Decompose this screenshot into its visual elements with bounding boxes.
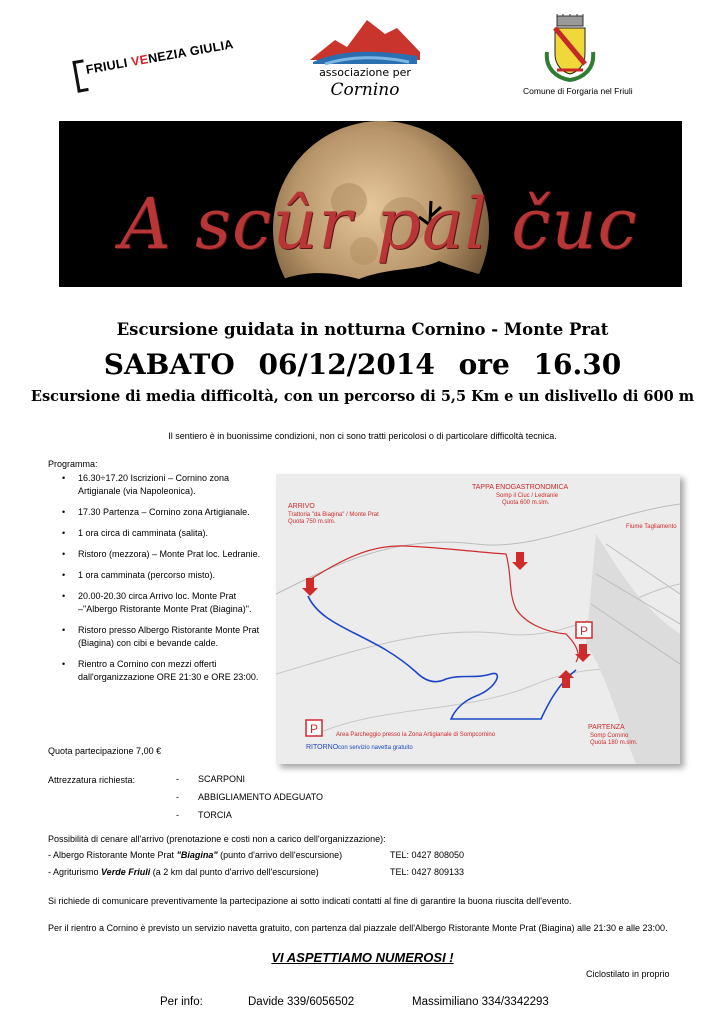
svg-text:P: P <box>310 722 319 736</box>
coat-of-arms-icon <box>543 14 597 82</box>
map-parking-note: Area Parcheggio presso la Zona Artigianale di Sompcornino <box>336 732 496 738</box>
comunicare-text: Si richiede di comunicare preventivamente la partecipazione ai sotto indicati contatti al fine di garantire la buona riuscita dell'evento. <box>48 896 572 906</box>
route-map <box>276 474 680 764</box>
event-date: SABATO 06/12/2014 ore 16.30 <box>103 348 622 381</box>
banner-title: A scûr pal čuc <box>120 183 638 265</box>
list-item: • 17.30 Partenza – Cornino zona Artigianale. <box>62 506 262 519</box>
map-tappa-sub1: Somp il Ciuc / Ledranie <box>496 493 559 499</box>
phone-number: TEL: 0427 809133 <box>390 867 465 877</box>
possibilita-list <box>48 850 688 884</box>
contact-massimiliano: Massimiliano 334/3342293 <box>412 996 549 1008</box>
attrezzatura-list <box>176 774 323 828</box>
list-item: • 20.00-20.30 circa Arrivo loc. Monte Prat –"Albergo Ristorante Monte Prat (Biagina)". <box>62 590 262 616</box>
map-ritorno: RITORNO <box>306 744 339 751</box>
possibilita-title: Possibilità di cenare all'arrivo (prenotazione e costi non a carico dell'organizzazione): <box>48 834 386 844</box>
comune-logo <box>505 10 725 105</box>
rientro-text: Per il rientro a Cornino è previsto un servizio navetta gratuito, con partenza dal piazzale dell'Albergo Ristorante Monte Prat (Biagina) alle 21:30 e alle 23:00. <box>48 923 668 933</box>
region-logo-text: FRIULI VENEZIA GIULIA <box>84 37 235 77</box>
map-partenza-sub1: Somp Cornino <box>590 733 629 739</box>
mountain-icon <box>305 12 425 72</box>
banner <box>59 121 682 287</box>
closing-slogan: VI ASPETTIAMO NUMEROSI ! <box>271 950 454 965</box>
map-tappa-title: TAPPA ENOGASTRONOMICA <box>472 484 569 491</box>
map-partenza-title: PARTENZA <box>588 724 625 731</box>
list-item: • Rientro a Cornino con mezzi offerti dall'organizzazione ORE 21:30 e ORE 23:00. <box>62 658 262 684</box>
region-logo <box>72 31 235 96</box>
info-label: Per info: <box>160 996 203 1008</box>
trail-notice: Il sentiero è in buonissime condizioni, non ci sono tratti pericolosi o di particolare difficoltà tecnica. <box>168 431 557 441</box>
attrezzatura-label: Attrezzatura richiesta: <box>48 775 136 785</box>
list-item: - Albergo Ristorante Monte Prat "Biagina" (punto d'arrivo dell'escursione) TEL: 0427 808050 <box>48 850 465 860</box>
list-item: - SCARPONI <box>176 774 246 784</box>
quota-text: Quota partecipazione 7,00 € <box>48 746 162 756</box>
list-item: - Agriturismo Verde Friuli (a 2 km dal punto d'arrivo dell'escursione) TEL: 0427 809133 <box>48 867 465 877</box>
list-item: • 16.30÷17.20 Iscrizioni – Cornino zona Artigianale (via Napoleonica). <box>62 472 262 498</box>
list-item: - ABBIGLIAMENTO ADEGUATO <box>176 792 324 802</box>
print-note: Ciclostilato in proprio <box>586 969 670 979</box>
association-name: Cornino <box>330 80 400 100</box>
contact-info <box>160 996 549 1008</box>
map-ritorno-note: con servizio navetta gratuito <box>338 745 413 751</box>
programma-list <box>62 472 262 692</box>
map-partenza-sub2: Quota 180 m.slm. <box>590 740 638 746</box>
map-arrivo-sub1: Trattoria "da Biagina" / Monte Prat <box>288 512 379 518</box>
event-details: Escursione di media difficoltà, con un percorso di 5,5 Km e un dislivello di 600 m <box>30 388 695 405</box>
map-arrivo-sub2: Quota 750 m.slm. <box>288 519 336 525</box>
association-logo <box>305 12 425 102</box>
map-river-label: Fiume Tagliamento <box>626 524 677 530</box>
event-subtitle: Escursione guidata in notturna Cornino - Monte Prat <box>116 320 609 339</box>
svg-text:P: P <box>580 624 589 638</box>
map-tappa-sub2: Quota 600 m.slm. <box>502 500 550 506</box>
comune-name: Comune di Forgaria nel Friuli <box>523 86 633 96</box>
programma-title: Programma: <box>48 459 98 469</box>
list-item: • Ristoro presso Albergo Ristorante Monte Prat (Biagina) con cibi e bevande calde. <box>62 624 262 650</box>
list-item: • 1 ora circa di camminata (salita). <box>62 527 262 540</box>
list-item: • 1 ora camminata (percorso misto). <box>62 569 262 582</box>
map-arrivo-title: ARRIVO <box>288 503 315 510</box>
association-label: associazione per <box>319 66 411 79</box>
contact-davide: Davide 339/6056502 <box>248 996 355 1008</box>
list-item: • Ristoro (mezzora) – Monte Prat loc. Ledranie. <box>62 548 262 561</box>
list-item: - TORCIA <box>176 810 232 820</box>
phone-number: TEL: 0427 808050 <box>390 850 465 860</box>
